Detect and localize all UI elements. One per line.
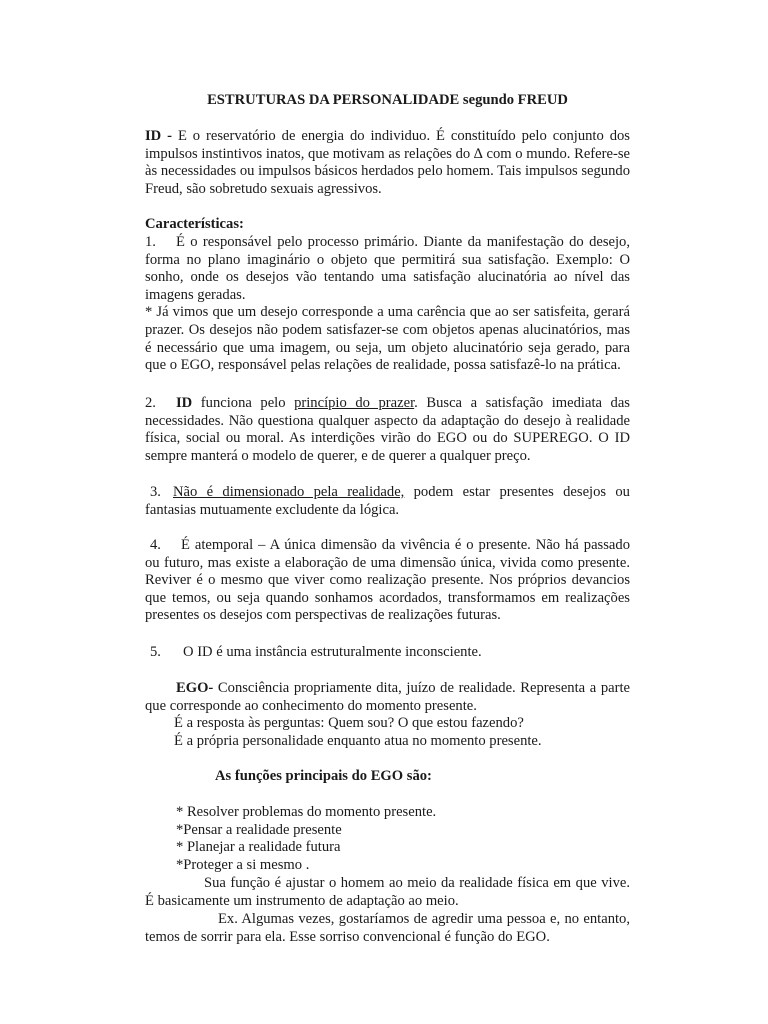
item-3-underline: Não é dimensionado pela realidade, xyxy=(173,484,405,500)
item-2 xyxy=(145,395,630,465)
funcoes-heading: As funções principais do EGO são: xyxy=(215,768,432,784)
item-5-number: 5. xyxy=(150,644,161,660)
funcao-item: * Resolver problemas do momento presente. xyxy=(176,804,437,820)
ego-line-3: É a própria personalidade enquanto atua no momento presente. xyxy=(174,732,542,749)
item-2-bold: ID xyxy=(176,395,193,411)
funcao-item: *Proteger a si mesmo . xyxy=(176,856,310,873)
item-4-text: É atemporal – A única dimensão da vivência é o presente. Não há passado ou futuro, mas existe a elaboração de uma dimensão única, vivida como presente. Reviver é o mesmo que viver como realização presente. Nos próprios devancios que temos, ou seja quando sonhamos acordados, transformamos em realizações presentes os desejos com perspectivas de realizações futuras. xyxy=(145,537,630,624)
item-3-number: 3. xyxy=(150,484,161,500)
item-2-underline: princípio do prazer xyxy=(294,395,415,411)
ego-text: Consciência propriamente dita, juízo de realidade. Representa a parte que corresponde ao conhecimento do momento presente. xyxy=(145,680,630,714)
ego-line-2: É a resposta às perguntas: Quem sou? O que estou fazendo? xyxy=(174,715,524,732)
item-4-number: 4. xyxy=(150,537,161,553)
item-2-pre: funciona pelo xyxy=(192,395,295,411)
funcoes-paragraph-2: Ex. Algumas vezes, gostaríamos de agredir uma pessoa e, no entanto, temos de sorrir para ela. Esse sorriso convencional é função do EGO. xyxy=(145,911,630,945)
id-text: E o reservatório de energia do individuo. É constituído pelo conjunto dos impulsos instintivos inatos, que motivam as relações do ∆ com o mundo. Refere-se às necessidades ou impulsos básicos herdados pelo homem. Tais impulsos segundo Freud, são sobretudo sexuais agressivos. xyxy=(145,128,630,197)
funcoes-paragraph-1: Sua função é ajustar o homem ao meio da realidade física em que vive. É basicamente um instrumento de adaptação ao meio. xyxy=(145,875,630,909)
item-3-post: podem estar presentes desejos ou fantasias mutuamente excludente da lógica. xyxy=(145,484,630,518)
caracteristicas-heading: Características: xyxy=(145,216,244,232)
item-1-number: 1. xyxy=(145,234,156,250)
item-1-note: * Já vimos que um desejo corresponde a uma carência que ao ser satisfeita, gerará prazer. Os desejos não podem satisfazer-se com objetos apenas alucinatórios, mas é necessário que uma imagem, ou seja, um objeto alucinatório seja gerado, para que o EGO, responsável pelas relações de realidade, possa satisfazê-lo na prática. xyxy=(145,304,630,374)
item-3 xyxy=(145,484,630,519)
ego-section xyxy=(145,680,630,750)
item-1-text: É o responsável pelo processo primário. Diante da manifestação do desejo, forma no plano imaginário o objeto que permitirá sua satisfação. Exemplo: O sonho, onde os desejos vão tentando uma satisfação alucinatória ao nível das imagens geradas. xyxy=(145,234,630,303)
item-4 xyxy=(145,537,630,625)
item-2-number: 2. xyxy=(145,395,156,411)
id-label: ID - xyxy=(145,128,178,144)
document-title: ESTRUTURAS DA PERSONALIDADE segundo FREUD xyxy=(207,92,568,108)
funcao-item: * Planejar a realidade futura xyxy=(176,839,341,856)
id-paragraph xyxy=(145,128,630,198)
ego-label: EGO- xyxy=(176,680,214,696)
item-5-text: O ID é uma instância estruturalmente inconsciente. xyxy=(183,644,482,660)
funcao-item: *Pensar a realidade presente xyxy=(176,821,342,838)
item-2-post: . Busca a satisfação imediata das necessidades. Não questiona qualquer aspecto da adaptação do desejo à realidade física, social ou moral. As interdições virão do EGO ou do SUPEREGO. O ID sempre manterá o modelo de querer, e de querer a qualquer preço. xyxy=(145,395,630,464)
item-5 xyxy=(145,644,630,662)
funcoes-list xyxy=(145,804,630,874)
item-1 xyxy=(145,234,630,375)
